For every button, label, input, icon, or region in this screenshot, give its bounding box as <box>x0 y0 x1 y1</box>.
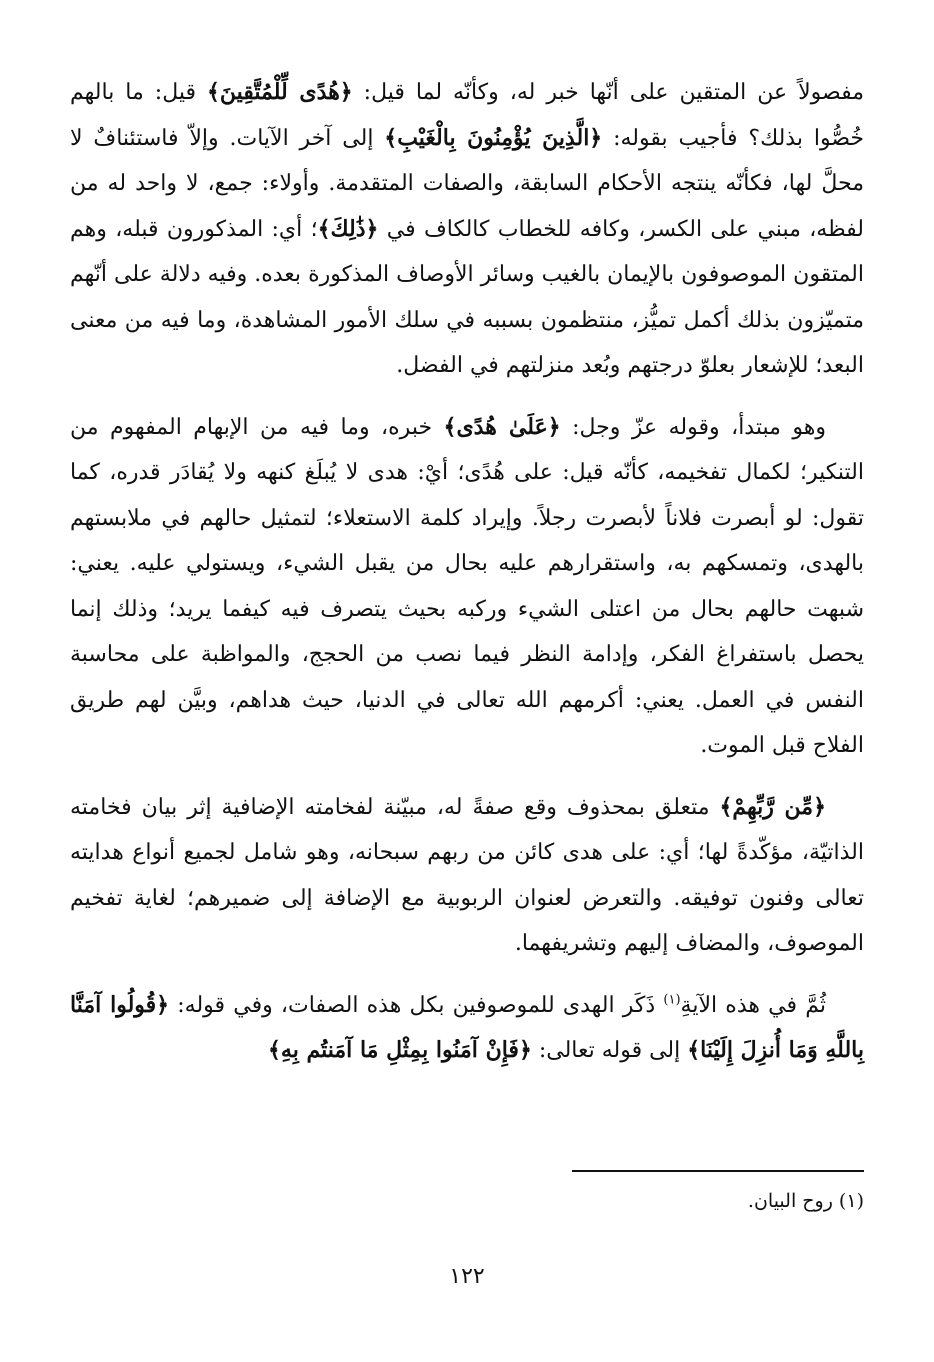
quran-quote: ﴿قُولُوا آمَنَّا بِاللَّهِ وَمَا أُنزِلَ إِلَيْنَا﴾ <box>70 991 864 1063</box>
text-run: ؛ أي: المذكورون قبله، وهم المتقون الموصوفون بالإيمان بالغيب وسائر الأوصاف المذكورة بعده. وفيه دلالة على أنّهم متميّزون بذلك أكمل تميُّز، منتظمون بسببه في سلك الأمور المشاهدة، وما فيه من معنى البعد؛ للإشعار بعلوّ درجتهم وبُعد منزلتهم في الفضل. <box>70 216 864 378</box>
text-run: ثُمَّ في هذه الآيةِ <box>680 992 826 1018</box>
text-run: وهو مبتدأ، وقوله عزّ وجل: <box>560 414 826 440</box>
text-run: إلى قوله تعالى: <box>531 1038 688 1063</box>
quran-quote: ﴿فَإِنْ آمَنُوا بِمِثْلِ مَا آمَنتُم بِهِ﴾ <box>268 1037 532 1063</box>
quran-quote: ﴿ذَٰلِكَ﴾ <box>317 215 379 242</box>
page-number: ١٢٢ <box>449 1264 485 1289</box>
paragraph-4 <box>70 983 864 1074</box>
paragraph-2 <box>70 405 864 769</box>
paragraph-1 <box>70 70 864 389</box>
text-run: خبره، وما فيه من الإبهام المفهوم من التنكير؛ لكمال تفخيمه، كأنّه قيل: على هُدًى؛ أيْ: هدى لا يُبلَغ كنهه ولا يُقادَر قدره، كما تقول: لو أبصرت فلاناً لأبصرت رجلاً. وإيراد كلمة الاستعلاء؛ لتمثيل حالهم في ملابستهم بالهدى، وتمسكهم به، واستقرارهم عليه بحال من يقبل الشيء، ويستولي عليه. يعني: شبهت حالهم بحال من اعتلى الشيء وركبه بحيث يتصرف فيه كيفما يريد؛ وذلك إنما يحصل باستفراغ الفكر، وإدامة النظر فيما نصب من الحجج، والمواظبة على محاسبة النفس في العمل. يعني: أكرمهم الله تعالى في الدنيا، حيث هداهم، وبيَّن لهم طريق الفلاح قبل الموت. <box>70 414 864 758</box>
quran-quote: ﴿الَّذِينَ يُؤْمِنُونَ بِالْغَيْبِ﴾ <box>384 124 603 151</box>
text-run: متعلق بمحذوف وقع صفةً له، مبيّنة لفخامته الإضافية إثر بيان فخامته الذاتيّة، مؤكّدةً لها؛ أي: على هدى كائن من ربهم سبحانه، وهو شامل لجميع أنواع هدايته تعالى وفنون توفيقه. والتعرض لعنوان الربوبية مع الإضافة إلى ضميرهم؛ لغاية تفخيم الموصوف، والمضاف إليهم وتشريفهما. <box>70 794 864 956</box>
footnote: (١) روح البيان. <box>747 1190 864 1212</box>
footnote-divider <box>572 1170 864 1172</box>
text-run: قيل: ما بالهم خُصُّوا بذلك؟ فأجيب بقوله: <box>70 80 865 151</box>
text-run: ذَكَر الهدى للموصوفين بكل هذه الصفات، وفي قوله: <box>169 992 664 1018</box>
text-run: مفصولاً عن المتقين على أنّها خبر له، وكأنّه لما قيل: <box>352 80 864 105</box>
main-text-block <box>70 70 864 1090</box>
quran-quote: ﴿هُدًى لِّلْمُتَّقِينَ﴾ <box>207 79 353 105</box>
footnote-marker[interactable]: (١) <box>663 992 681 1008</box>
quran-quote: ﴿عَلَىٰ هُدًى﴾ <box>443 413 561 440</box>
quran-quote: ﴿مِّن رَّبِّهِمْ﴾ <box>719 793 826 820</box>
text-run: إلى آخر الآيات. وإلاّ فاستئنافٌ لا محلَّ لها، فكأنّه ينتجه الأحكام السابقة، والصفات المتقدمة. وأولاء: جمع، لا واحد له من لفظه، مبني على الكسر، وكافه للخطاب كالكاف في <box>70 125 864 242</box>
paragraph-3 <box>70 785 864 967</box>
